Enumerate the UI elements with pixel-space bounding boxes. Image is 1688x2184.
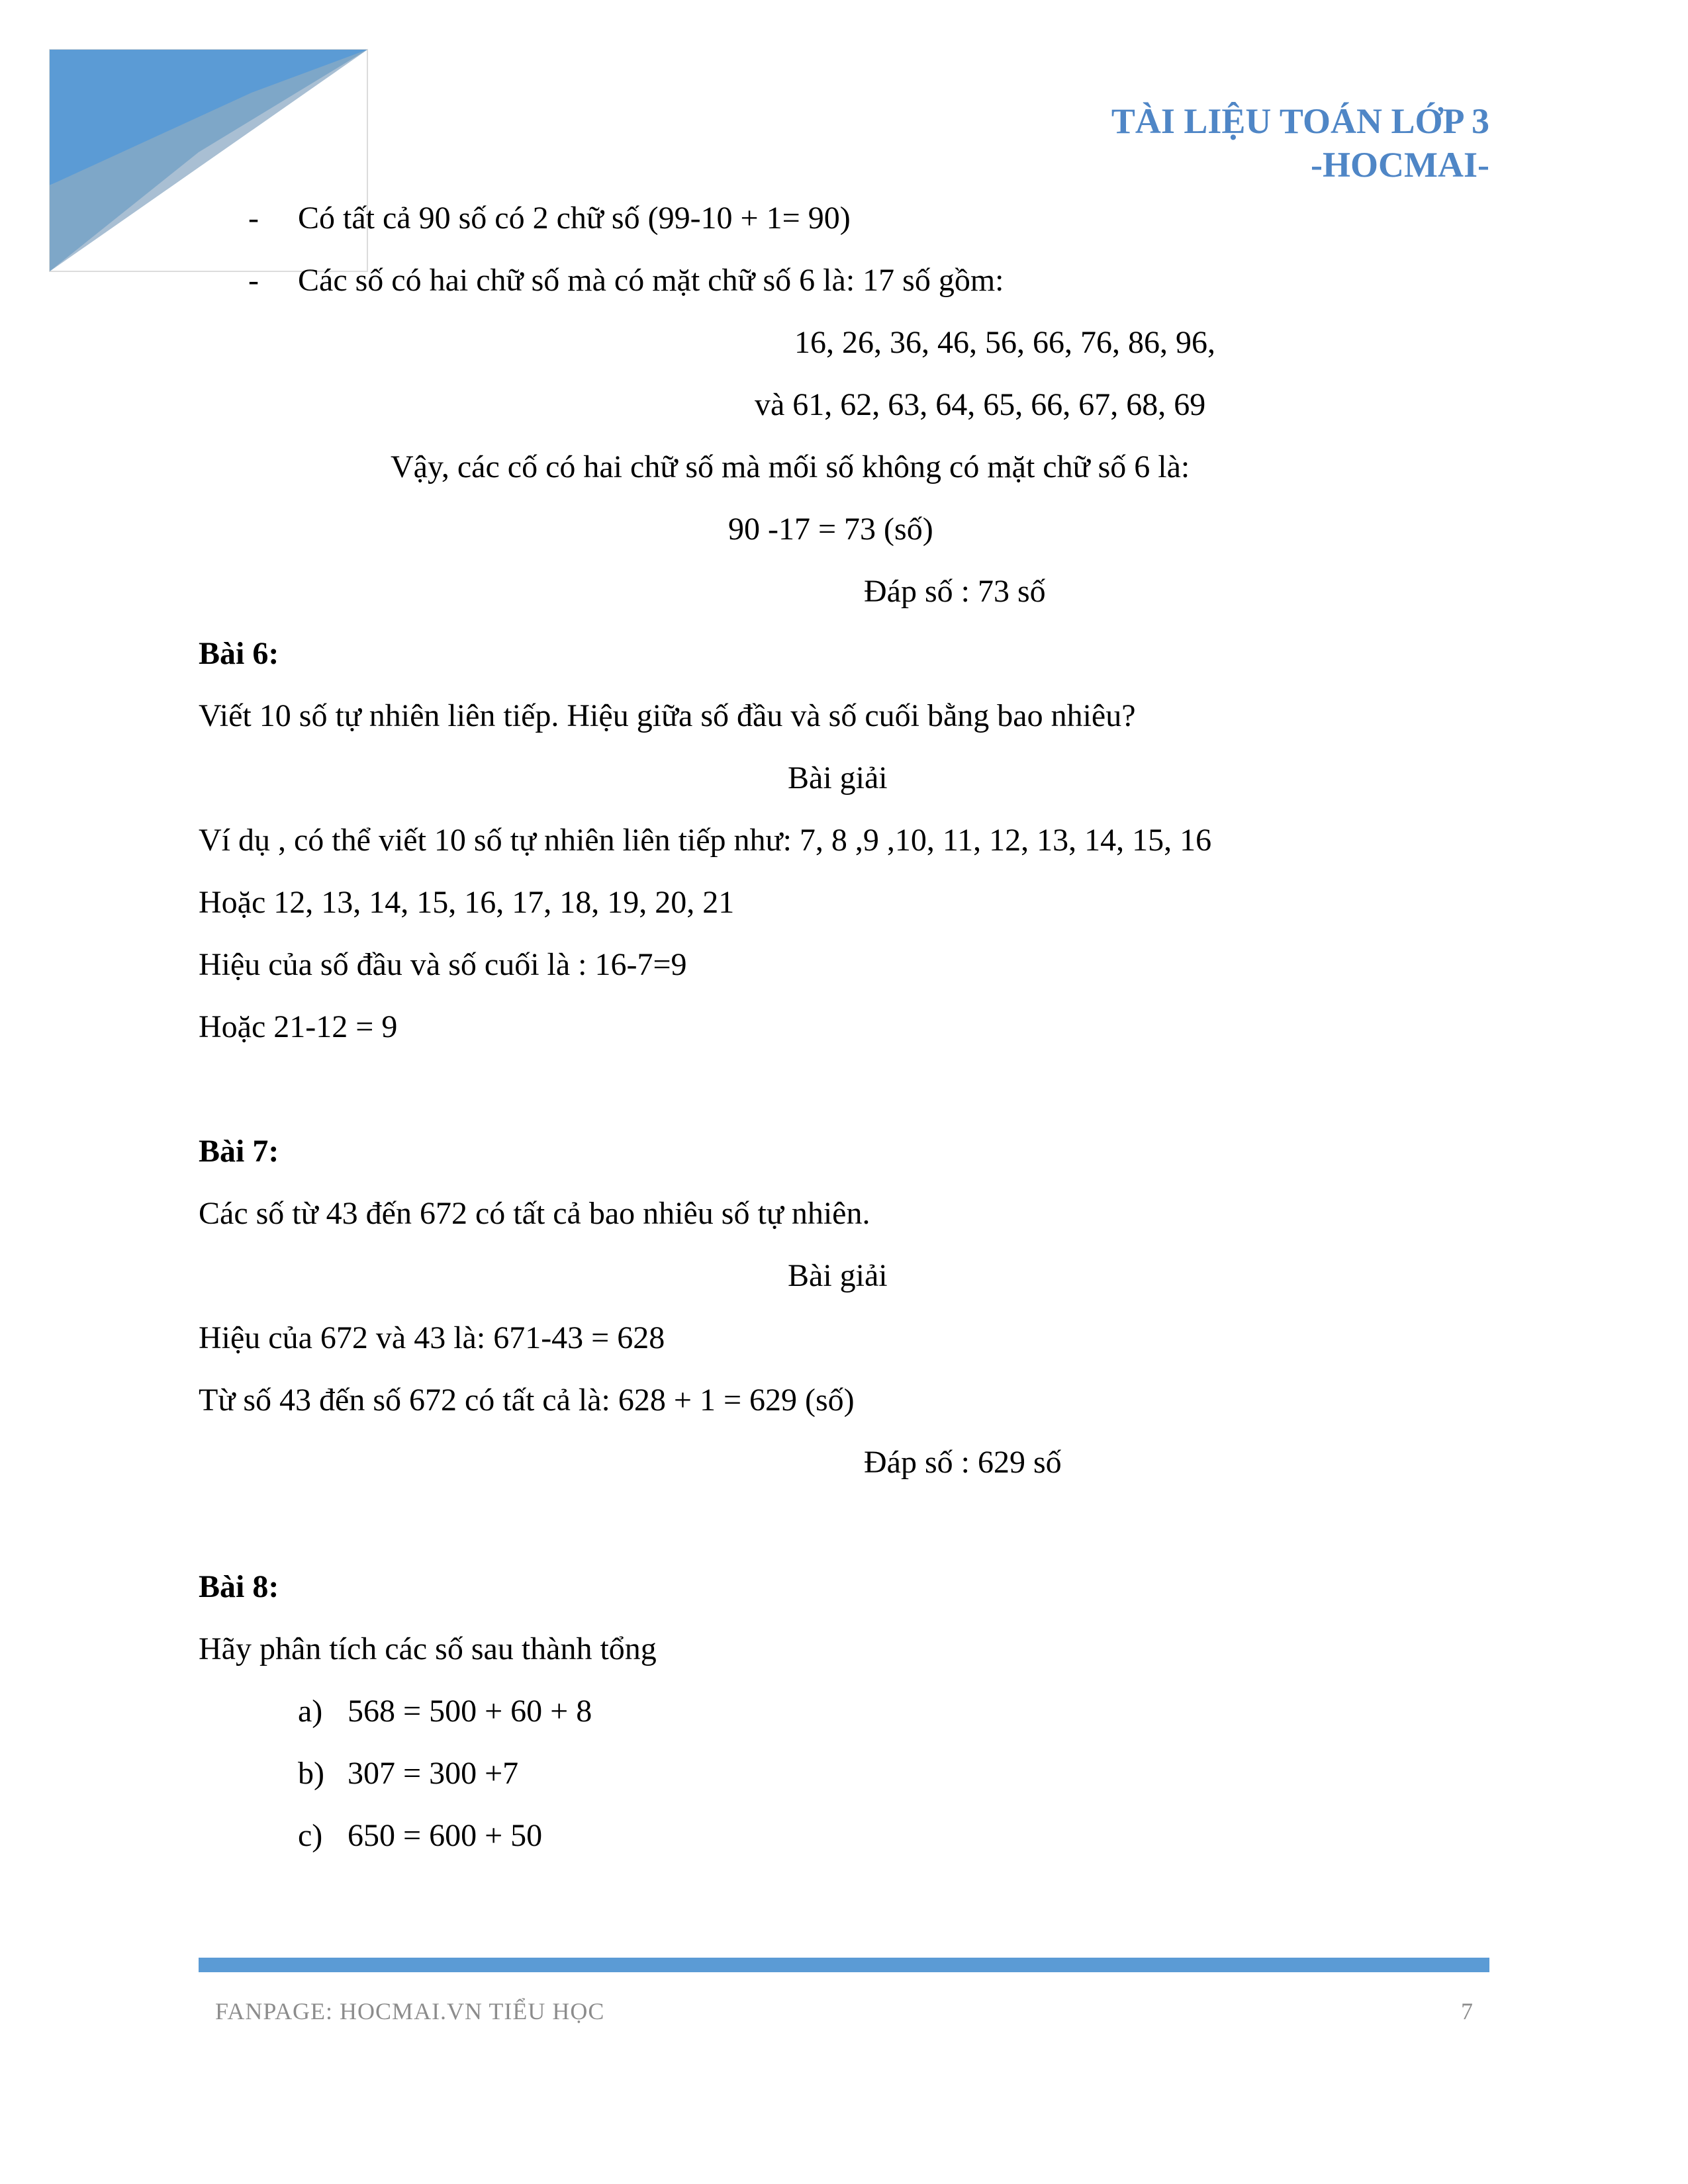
bullet-text: Có tất cả 90 số có 2 chữ số (99-10 + 1= 90) xyxy=(298,201,851,236)
page-number: 7 xyxy=(1461,1998,1473,2025)
exercise-title: Bài 6: xyxy=(199,636,279,671)
solution-line: Hiệu của số đầu và số cuối là : 16-7=9 xyxy=(199,947,687,982)
list-item-text: 307 = 300 +7 xyxy=(348,1756,519,1791)
exercise-question: Viết 10 số tự nhiên liên tiếp. Hiệu giữa số đầu và số cuối bằng bao nhiêu? xyxy=(199,698,1136,733)
bullet-dash: - xyxy=(248,201,259,236)
answer-text: Đáp số : 73 số xyxy=(864,574,1046,609)
answer-text: Đáp số : 629 số xyxy=(864,1445,1062,1480)
solution-line: Hoặc 12, 13, 14, 15, 16, 17, 18, 19, 20, 21 xyxy=(199,885,735,920)
solution-line: Hoặc 21-12 = 9 xyxy=(199,1009,398,1044)
number-list: và 61, 62, 63, 64, 65, 66, 67, 68, 69 xyxy=(755,387,1206,422)
exercise-title: Bài 8: xyxy=(199,1569,279,1604)
solution-line: Ví dụ , có thể viết 10 số tự nhiên liên tiếp như: 7, 8 ,9 ,10, 11, 12, 13, 14, 15, 16 xyxy=(199,823,1212,858)
number-list: 16, 26, 36, 46, 56, 66, 76, 86, 96, xyxy=(794,325,1215,360)
exercise-question: Các số từ 43 đến 672 có tất cả bao nhiêu số tự nhiên. xyxy=(199,1196,870,1231)
solution-line: Từ số 43 đến số 672 có tất cả là: 628 + 1 = 629 (số) xyxy=(199,1383,855,1418)
footer-divider xyxy=(199,1958,1489,1972)
header-subtitle: -HOCMAI- xyxy=(1311,145,1489,185)
conclusion-text: Vậy, các cố có hai chữ số mà mối số không có mặt chữ số 6 là: xyxy=(391,449,1190,484)
bullet-dash: - xyxy=(248,263,259,298)
corner-decoration xyxy=(0,0,397,304)
calculation: 90 -17 = 73 (số) xyxy=(728,512,933,547)
solution-label: Bài giải xyxy=(788,760,888,796)
list-item-label: b) xyxy=(298,1756,324,1791)
exercise-question: Hãy phân tích các số sau thành tổng xyxy=(199,1631,657,1666)
list-item-label: c) xyxy=(298,1818,323,1853)
exercise-title: Bài 7: xyxy=(199,1134,279,1169)
solution-label: Bài giải xyxy=(788,1258,888,1293)
list-item-text: 650 = 600 + 50 xyxy=(348,1818,543,1853)
document-header xyxy=(1111,99,1489,187)
header-title: TÀI LIỆU TOÁN LỚP 3 xyxy=(1111,101,1489,141)
bullet-text: Các số có hai chữ số mà có mặt chữ số 6 là: 17 số gồm: xyxy=(298,263,1004,298)
solution-line: Hiệu của 672 và 43 là: 671-43 = 628 xyxy=(199,1320,665,1355)
footer-fanpage: FANPAGE: HOCMAI.VN TIỂU HỌC xyxy=(215,1998,605,2025)
list-item-label: a) xyxy=(298,1694,323,1729)
list-item-text: 568 = 500 + 60 + 8 xyxy=(348,1694,592,1729)
